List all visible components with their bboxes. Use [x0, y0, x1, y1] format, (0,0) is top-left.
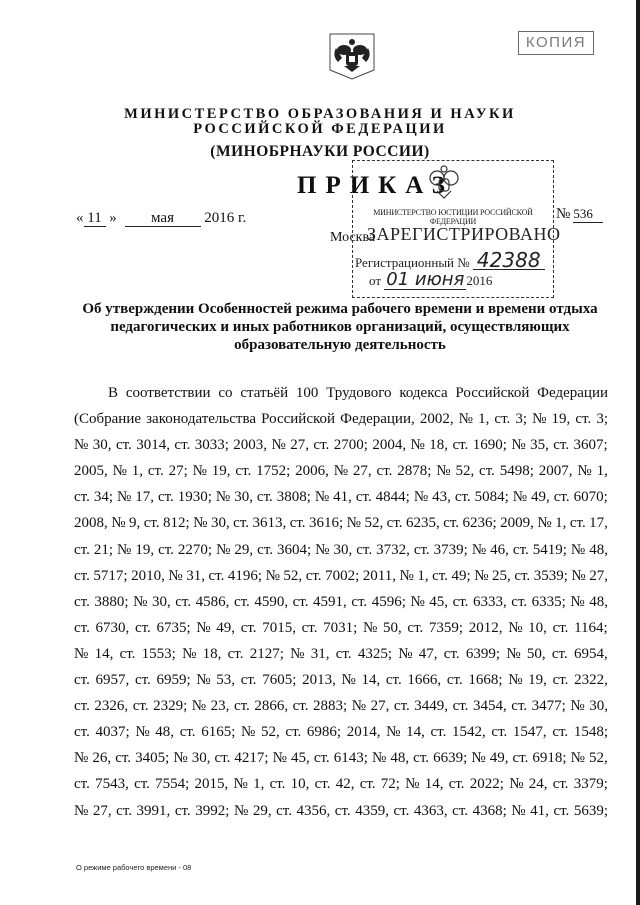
date-year: 2016 — [466, 273, 493, 288]
order-date — [76, 210, 246, 227]
ministry-short-name: (МИНОБРНАУКИ РОССИИ) — [210, 143, 430, 160]
body-line: В соответствии со статьёй 100 Трудового кодекса Российской Федерации — [108, 385, 608, 401]
stamp-registration-number — [355, 248, 545, 272]
body-line: № 30, ст. 3014, ст. 3033; 2003, № 27, ст. 2700; 2004, № 18, ст. 1690; № 35, ст. 3607; — [74, 437, 608, 454]
body-line: ст. 21; № 19, ст. 2270; № 29, ст. 3604; № 30, ст. 3732, ст. 3739; № 46, ст. 5419; № 48, — [74, 541, 608, 558]
stamp-status: ЗАРЕГИСТРИРОВАНО — [367, 224, 561, 244]
body-line: 2005, № 1, ст. 27; № 19, ст. 1752; 2006, № 27, ст. 2878; № 52, ст. 5498; 2007, № 1, — [74, 463, 608, 480]
title-line: педагогических и иных работников организаций, осуществляющих — [110, 319, 570, 335]
body-line: (Собрание законодательства Российской Федерации, 2002, № 1, ст. 3; № 19, ст. 3; — [74, 411, 608, 428]
order-month: мая — [125, 211, 201, 227]
body-line: № 26, ст. 3405; № 30, ст. 4217; № 45, ст. 6143; № 48, ст. 6639; № 49, ст. 6918; № 52, — [74, 750, 608, 767]
footer-filename: О режиме рабочего времени - 08 — [76, 863, 192, 872]
body-line: № 14, ст. 1553; № 18, ст. 2127; № 31, ст. 4325; № 47, ст. 6399; № 50, ст. 6954, — [74, 645, 608, 662]
coat-of-arms-icon — [326, 32, 378, 80]
body-line: ст. 6957, ст. 6959; № 53, ст. 7605; 2013, № 14, ст. 1666, ст. 1668; № 19, ст. 2322, — [74, 672, 608, 689]
copy-stamp: КОПИЯ — [518, 31, 594, 55]
registration-stamp — [352, 160, 561, 298]
stamp-ministry-name: МИНИСТЕРСТВО ЮСТИЦИИ РОССИЙСКОЙ ФЕДЕРАЦИИ — [373, 208, 533, 226]
title-line: Об утверждении Особенностей режима рабочего времени и времени отдыха — [82, 301, 598, 317]
body-line: ст. 34; № 17, ст. 1930; № 30, ст. 3808; № 41, ст. 4844; № 43, ст. 5084; № 49, ст. 6070; — [74, 489, 608, 506]
body-line: ст. 2326, ст. 2329; № 23, ст. 2866, ст. 2883; № 27, ст. 3449, ст. 3454, ст. 3477; № 30, — [74, 698, 608, 715]
coat-of-arms-icon — [425, 163, 463, 201]
reg-number-handwritten: 42388 — [473, 251, 545, 270]
body-line: ст. 4037; № 48, ст. 6165; № 52, ст. 6986; 2014, № 14, ст. 1542, ст. 1547, ст. 1548; — [74, 724, 608, 741]
quote-open: « — [76, 210, 84, 226]
number-value: 536 — [573, 206, 603, 223]
order-day: 11 — [84, 211, 106, 227]
order-title — [40, 300, 640, 354]
body-paragraph — [74, 380, 608, 824]
title-line: образовательную деятельность — [234, 337, 446, 353]
body-line: № 27, ст. 3991, ст. 3992; № 29, ст. 4356, ст. 4359, ст. 4363, ст. 4368; № 41, ст. 5639; — [74, 802, 608, 819]
body-line: ст. 6730, ст. 6735; № 49, ст. 7015, ст. 7031; № 50, ст. 7359; 2012, № 10, ст. 1164; — [74, 619, 608, 636]
order-number — [556, 206, 603, 223]
city: Москва — [330, 230, 376, 245]
document-type-heading: ПРИКАЗ — [297, 172, 454, 199]
body-line: ст. 7543, ст. 7554; 2015, № 1, ст. 10, ст. 42, ст. 72; № 14, ст. 2022; № 24, ст. 3379; — [74, 776, 608, 793]
date-prefix: от — [369, 273, 382, 288]
number-label: № — [556, 206, 571, 222]
order-year: 2016 г. — [204, 210, 247, 226]
reg-label: Регистрационный № — [355, 255, 470, 270]
ministry-name-line1: МИНИСТЕРСТВО ОБРАЗОВАНИЯ И НАУКИ — [124, 106, 516, 122]
stamp-registration-date — [369, 271, 492, 290]
date-handwritten: 01 июня — [386, 269, 465, 290]
body-line: ст. 3880; № 30, ст. 4586, ст. 4590, ст. 4591, ст. 4596; № 45, ст. 6333, ст. 6335; № 48, — [74, 593, 608, 610]
quote-close: » — [109, 210, 117, 226]
ministry-name-line2: РОССИЙСКОЙ ФЕДЕРАЦИИ — [193, 121, 447, 137]
body-line: 2008, № 9, ст. 812; № 30, ст. 3613, ст. 3616; № 52, ст. 6235, ст. 6236; 2009, № 1, ст. 17, — [74, 515, 608, 532]
body-line: ст. 5717; 2010, № 31, ст. 4196; № 52, ст. 7002; 2011, № 1, ст. 49; № 25, ст. 3539; № 27, — [74, 567, 608, 584]
